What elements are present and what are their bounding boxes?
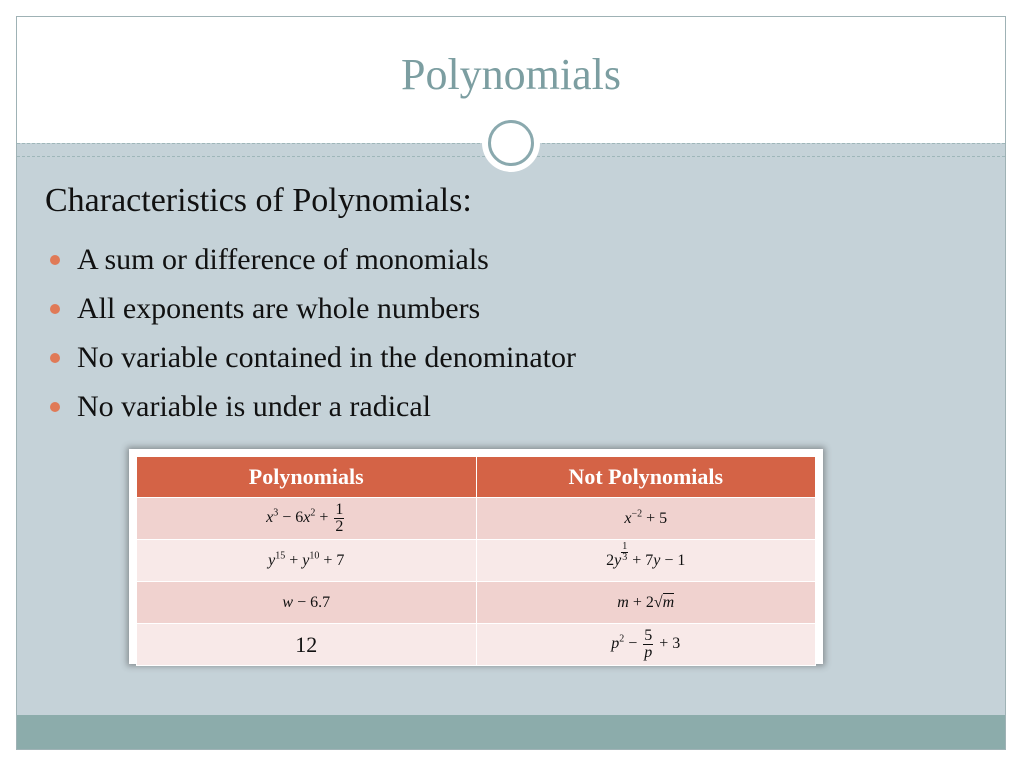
operator: − xyxy=(628,635,638,653)
exponent: 3 xyxy=(273,507,279,519)
bullet-item xyxy=(45,382,576,431)
bullet-dot-icon xyxy=(50,304,60,314)
bullet-text: No variable is under a radical xyxy=(77,390,432,423)
table-cell-polynomial xyxy=(137,498,477,540)
exponent: 2 xyxy=(310,507,316,519)
expression xyxy=(617,593,674,611)
slide xyxy=(16,16,1006,750)
operator: + xyxy=(632,593,642,611)
numerator: 1 xyxy=(335,501,344,518)
constant: 1 xyxy=(677,551,686,569)
bullet-dot-icon xyxy=(50,353,60,363)
table-cell-polynomial xyxy=(137,540,477,582)
exponent: −2 xyxy=(631,508,643,520)
variable: x xyxy=(624,509,632,527)
variable: y xyxy=(302,551,310,569)
numerator: 5 xyxy=(644,627,653,644)
constant: 5 xyxy=(659,509,668,527)
bullet-list xyxy=(45,235,576,431)
denominator: 3 xyxy=(622,551,628,563)
header-polynomials: Polynomials xyxy=(137,457,477,498)
table-cell-not-polynomial xyxy=(476,498,816,540)
expression xyxy=(624,510,667,527)
bullet-item xyxy=(45,235,576,284)
denominator: 2 xyxy=(335,518,344,535)
table-row xyxy=(137,624,816,666)
exponent: 2 xyxy=(619,633,625,645)
fraction xyxy=(643,628,653,661)
header-not-polynomials: Not Polynomials xyxy=(476,457,816,498)
operator: + xyxy=(319,509,329,527)
coefficient: 6 xyxy=(295,509,304,527)
operator: − xyxy=(664,551,674,569)
polynomial-table xyxy=(136,456,816,666)
bullet-text: A sum or difference of monomials xyxy=(77,243,489,276)
slide-title: Polynomials xyxy=(400,50,622,99)
table-cell-polynomial xyxy=(137,582,477,624)
expression xyxy=(282,594,330,611)
operator: + xyxy=(659,635,669,653)
bullet-dot-icon xyxy=(50,255,60,265)
variable: p xyxy=(611,635,620,653)
coefficient: 2 xyxy=(645,593,654,611)
coefficient: 2 xyxy=(606,551,615,569)
fraction xyxy=(334,502,344,535)
table-row xyxy=(137,540,816,582)
operator: + xyxy=(632,551,642,569)
operator: + xyxy=(646,509,656,527)
table-cell-polynomial xyxy=(137,624,477,666)
fractional-exponent xyxy=(621,542,628,563)
variable: y xyxy=(268,551,276,569)
table-cell-not-polynomial xyxy=(476,624,816,666)
operator: + xyxy=(323,551,333,569)
bullet-item xyxy=(45,333,576,382)
variable: y xyxy=(653,551,661,569)
coefficient: 7 xyxy=(645,551,654,569)
table-row xyxy=(137,498,816,540)
bullet-text: No variable contained in the denominator xyxy=(77,341,576,374)
variable: x xyxy=(303,509,311,527)
content-heading: Characteristics of Polynomials: xyxy=(45,182,472,219)
variable: y xyxy=(614,551,622,569)
constant: 12 xyxy=(295,631,318,657)
denominator: p xyxy=(644,644,653,661)
operator: + xyxy=(289,551,299,569)
constant: 3 xyxy=(672,635,681,653)
variable: w xyxy=(282,593,294,611)
constant: 7 xyxy=(336,551,345,569)
constant: 6.7 xyxy=(310,593,331,611)
expression xyxy=(266,501,346,535)
radical-icon: √ xyxy=(653,593,663,611)
bullet-dot-icon xyxy=(50,402,60,412)
circle-ornament-icon xyxy=(488,120,534,166)
expression xyxy=(611,627,681,661)
operator: − xyxy=(297,593,307,611)
radicand: m xyxy=(662,593,675,611)
exponent: 10 xyxy=(309,550,320,562)
table-header-row xyxy=(137,457,816,498)
numerator: 1 xyxy=(622,540,628,552)
polynomial-table-frame xyxy=(129,449,823,664)
bullet-item xyxy=(45,284,576,333)
variable: m xyxy=(617,593,629,611)
bullet-text: All exponents are whole numbers xyxy=(77,292,481,325)
exponent: 15 xyxy=(275,550,286,562)
operator: − xyxy=(282,509,292,527)
expression xyxy=(268,552,344,569)
table-row xyxy=(137,582,816,624)
table-cell-not-polynomial xyxy=(476,582,816,624)
footer-bar xyxy=(17,715,1005,750)
expression xyxy=(606,540,686,569)
table-cell-not-polynomial xyxy=(476,540,816,582)
variable: x xyxy=(266,509,274,527)
